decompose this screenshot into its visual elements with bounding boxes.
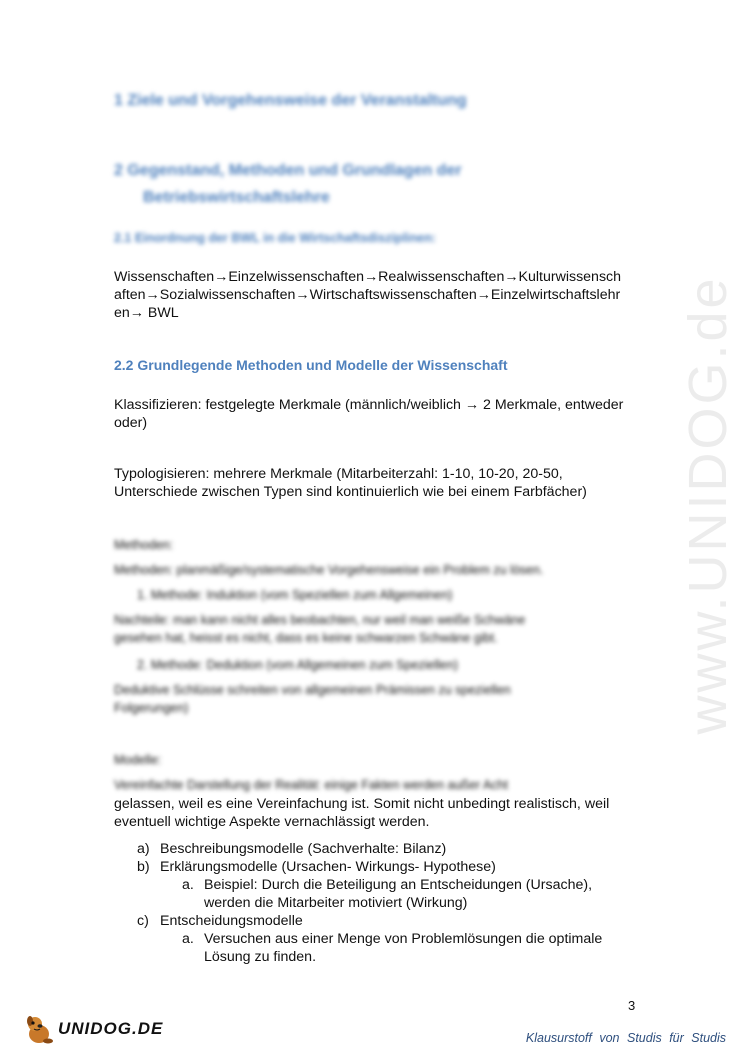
footer-tagline: Klausurstoff von Studis für Studis bbox=[525, 1031, 726, 1045]
text-line: eventuell wichtige Aspekte vernachlässigt werden. bbox=[114, 814, 430, 830]
text-line: Unterschiede zwischen Typen sind kontinuierlich wie bei einem Farbfächer) bbox=[114, 484, 587, 500]
heading-1: 1 Ziele und Vorgehensweise der Veranstaltung bbox=[114, 92, 467, 109]
methoden-title: Methoden: bbox=[114, 538, 174, 552]
page-number: 3 bbox=[628, 998, 636, 1013]
text-line: Typologisieren: mehrere Merkmale (Mitarbeiterzahl: 1-10, 10-20, 20-50, bbox=[114, 466, 563, 482]
list-item-erklaerungsmodelle: Erklärungsmodelle (Ursachen- Wirkungs- Hypothese) bbox=[160, 859, 496, 875]
science-chain-paragraph bbox=[114, 268, 621, 322]
methoden-item-1: 1. Methode: Induktion (vom Speziellen zum Allgemeinen) bbox=[137, 588, 453, 602]
text-line: Nachteile: man kann nicht alles beobachten, nur weil man weiße Schwäne bbox=[114, 613, 526, 627]
klassifizieren-paragraph bbox=[114, 396, 623, 432]
text-line: werden die Mitarbeiter motiviert (Wirkung) bbox=[204, 895, 468, 911]
list-label-c: c) bbox=[137, 913, 149, 929]
dog-mascot-icon bbox=[22, 1012, 56, 1046]
logo-text: UNIDOG.DE bbox=[58, 1019, 164, 1038]
list-label-b: b) bbox=[137, 859, 150, 875]
methoden-deduktiv bbox=[114, 681, 511, 717]
heading-2-line1: 2 Gegenstand, Methoden und Grundlagen der bbox=[114, 162, 462, 179]
modelle-title: Modelle: bbox=[114, 753, 162, 767]
sublist-item-versuchen bbox=[204, 930, 602, 966]
sublist-label-b-a: a. bbox=[182, 877, 194, 893]
text-line: Folgerungen) bbox=[114, 701, 189, 715]
text-line: Lösung zu finden. bbox=[204, 949, 317, 965]
list-item-beschreibungsmodelle: Beschreibungsmodelle (Sachverhalte: Bilanz) bbox=[160, 841, 447, 857]
methoden-item-2: 2. Methode: Deduktion (vom Allgemeinen zum Speziellen) bbox=[137, 658, 459, 672]
text-line: Versuchen aus einer Menge von Problemlösungen die optimale bbox=[204, 931, 603, 947]
list-label-a: a) bbox=[137, 841, 150, 857]
sublist-item-beispiel bbox=[204, 876, 592, 912]
text-line: gesehen hat, heisst es nicht, dass es keine schwarzen Schwäne gibt. bbox=[114, 631, 498, 645]
text-line: oder) bbox=[114, 415, 148, 431]
chain-line: aften→Sozialwissenschaften→Wirtschaftswissenschaften→Einzelwirtschaftslehr bbox=[114, 287, 621, 303]
methoden-nachteile bbox=[114, 611, 525, 647]
list-item-entscheidungsmodelle: Entscheidungsmodelle bbox=[160, 913, 303, 929]
unidog-logo bbox=[22, 1012, 163, 1046]
methoden-intro: Methoden: planmäßige/systematische Vorgehensweise ein Problem zu lösen. bbox=[114, 563, 544, 577]
modelle-line-blurred: Vereinfachte Darstellung der Realität: einige Fakten werden außer Acht bbox=[114, 778, 508, 792]
text-line: Beispiel: Durch die Beteiligung an Entscheidungen (Ursache), bbox=[204, 877, 593, 893]
typologisieren-paragraph bbox=[114, 465, 587, 501]
modelle-paragraph bbox=[114, 795, 609, 831]
heading-2-line2: Betriebswirtschaftslehre bbox=[143, 189, 330, 206]
text-line: Klassifizieren: festgelegte Merkmale (männlich/weiblich → 2 Merkmale, entweder bbox=[114, 397, 624, 413]
chain-line: en→ BWL bbox=[114, 305, 179, 321]
heading-2-2: 2.2 Grundlegende Methoden und Modelle der Wissenschaft bbox=[114, 357, 508, 373]
heading-2-1: 2.1 Einordnung der BWL in die Wirtschaftsdisziplinen: bbox=[114, 231, 436, 245]
text-line: Deduktive Schlüsse schreiten von allgemeinen Prämissen zu speziellen bbox=[114, 683, 511, 697]
chain-line: Wissenschaften→Einzelwissenschaften→Realwissenschaften→Kulturwissensch bbox=[114, 269, 622, 285]
text-line: gelassen, weil es eine Vereinfachung ist. Somit nicht unbedingt realistisch, weil bbox=[114, 796, 610, 812]
sublist-label-c-a: a. bbox=[182, 931, 194, 947]
watermark: www.UNIDOG.de bbox=[678, 275, 738, 735]
